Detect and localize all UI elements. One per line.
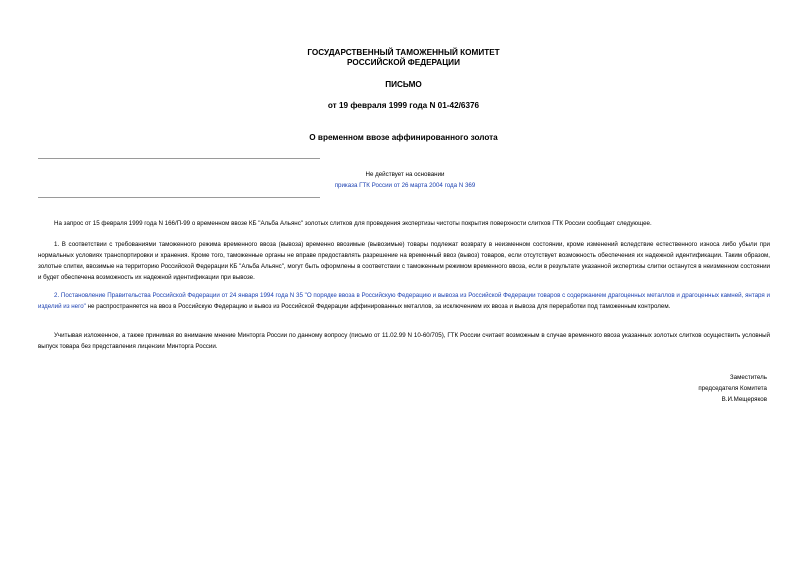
signatory-position-1: Заместитель [729,374,767,381]
divider-bottom [38,197,320,198]
paragraph-2-text: не распространяется на ввоз в Российскую Федерацию и вывоз из Российской Федерации аффинированных металлов, за исключением их ввоза и вывоза для переработки под таможенным контролем. [85,303,671,310]
issuer-name [0,48,807,68]
paragraph-1: 1. В соответствии с требованиями таможенного режима временного ввоза (вывоза) временно ввозимые (вывозимые) товары подлежат возврату в неизменном состоянии, кроме изменений вследствие естественного износа либо убыли при нормальных условиях транспортировки и хранения. Кроме того, таможенные органы не вправе предоставлять разрешение на временный ввоз (вывоз) товаров, если отсутствует возможность обеспечения их надежной идентификации. Таким образом, золотые слитки, ввозимые на территорию Российской Федерации КБ "Альба Альянс", могут быть оформлены в соответствии с таможенным режимом временного ввоза, если в результате указанной экспертизы слитки останутся в неизменном состоянии и будет обеспечена возможность их надежной идентификации при вывозе. [38,241,770,281]
status-note: Не действует на основании [365,171,445,178]
issuer-line-1: ГОСУДАРСТВЕННЫЙ ТАМОЖЕННЫЙ КОМИТЕТ [307,48,500,57]
divider-top [38,158,320,159]
paragraph-intro: На запрос от 15 февраля 1999 года N 166/П-99 о временном ввозе КБ "Альба Альянс" золотых слитков для проведения экспертизы чистоты покрытия поверхности слитков ГТК России сообщает следующее. [54,220,652,227]
paragraph-2 [38,290,770,312]
signatory-name: В.И.Мещеряков [721,396,767,403]
repeal-order-link[interactable]: приказа ГТК России от 26 марта 2004 года N 369 [334,182,476,189]
status-note-link-line [290,181,520,191]
issuer-line-2: РОССИЙСКОЙ ФЕДЕРАЦИИ [347,58,460,67]
document-date-number: от 19 февраля 1999 года N 01-42/6376 [327,101,480,110]
paragraph-conclusion: Учитывая изложенное, а также принимая во внимание мнение Минторга России по данному вопросу (письмо от 11.02.99 N 10-60/705), ГТК России считает возможным в случае временного ввоза указанных золотых слитков осуществить условный выпуск товара без представления лицензии Минторга России. [38,332,770,350]
document-title: О временном ввозе аффинированного золота [309,133,498,142]
government-decree-link[interactable]: 2. Постановление Правительства Российской Федерации от 24 января 1994 года N 35 "О порядке ввоза в Российскую Федерацию и вывоза из Российской Федерации товаров с содержанием драгоценных металлов и драгоценных камней, янтаря и изделий из него" [38,292,770,310]
signatory-position-2: председателя Комитета [698,385,767,392]
document-type: ПИСЬМО [385,80,422,89]
